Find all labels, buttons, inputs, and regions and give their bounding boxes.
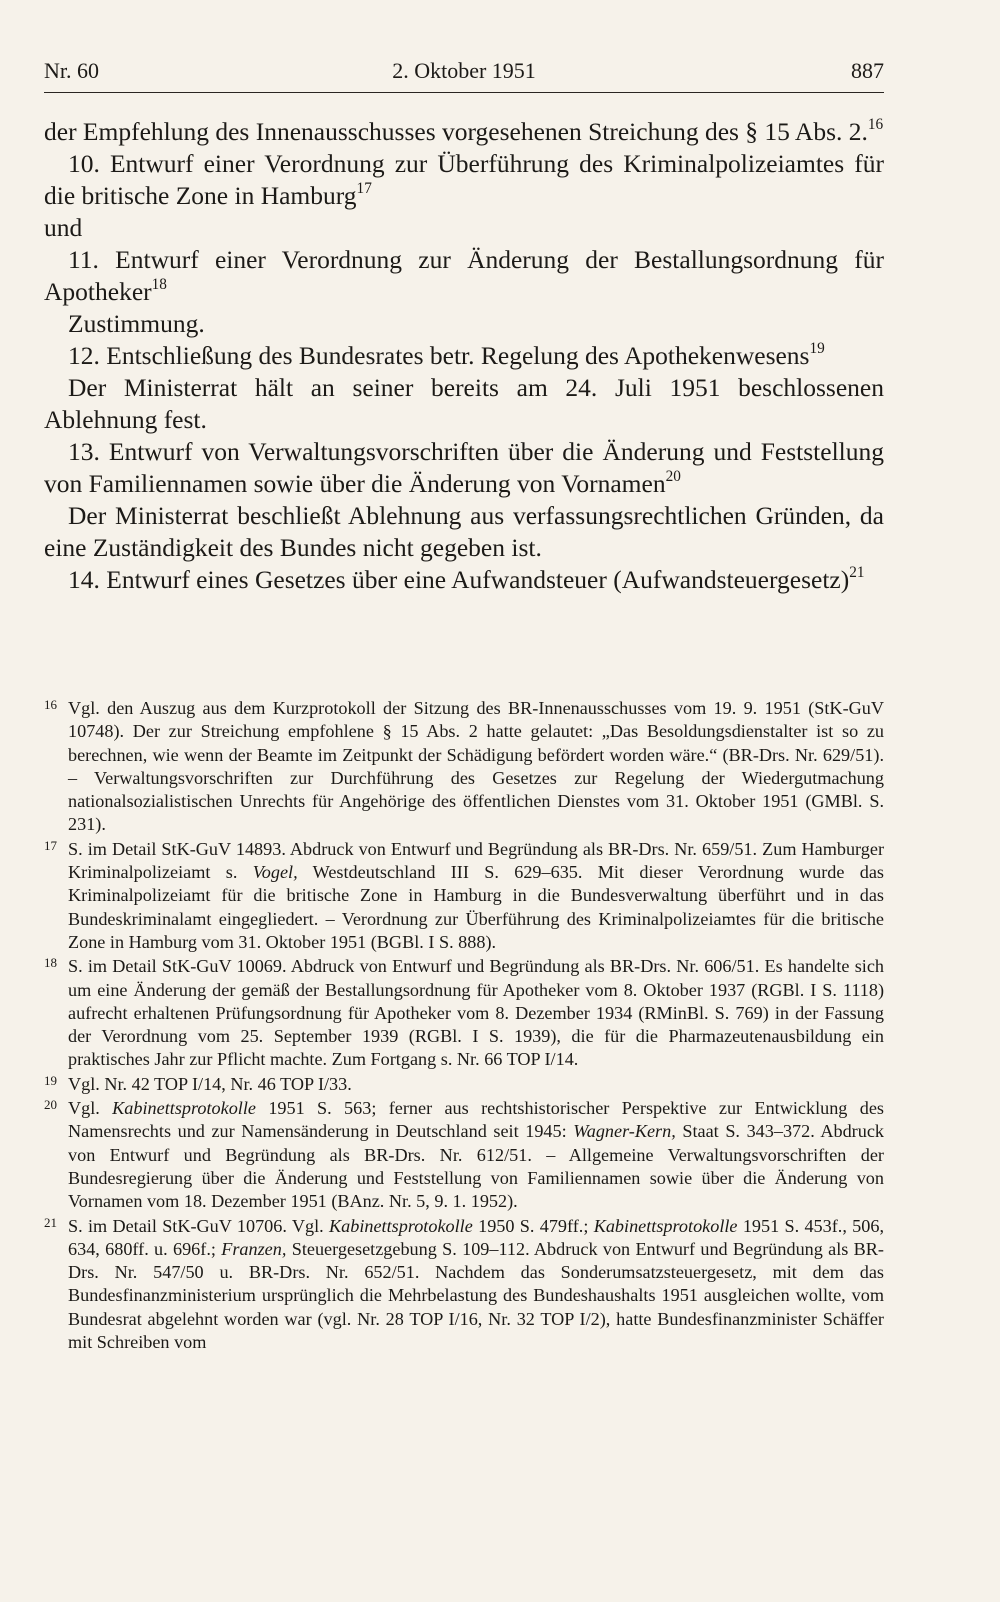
footnote-ref[interactable]: 16	[867, 115, 884, 133]
footnote-number: 16	[44, 697, 57, 712]
header-date: 2. Oktober 1951	[392, 58, 536, 83]
footnote-number: 21	[44, 1214, 57, 1230]
footnote-21: 21 S. im Detail StK-GuV 10706. Vgl. Kabinettsprotokolle 1950 S. 479ff.; Kabinettsprotokolle 1951 S. 453f., 506, 634, 680ff. u. 696f.; Franzen, Steuergesetzgebung S. 109–112. Abdruck von Entwurf und Begründung als BR-Drs. Nr. 547/50 u. BR-Drs. Nr. 652/51. Nachdem das Sonderumsatzsteuergesetz, mit dem das Bundesfinanzministerium ursprünglich die Mehrbelastung des Bundeshaushalts 1951 ausgleichen wollte, vom Bundesrat abgelehnt worden war (vgl. Nr. 28 TOP I/16, Nr. 32 TOP I/2), hatte Bundesfinanzminister Schäffer mit Schreiben vom	[44, 1215, 884, 1355]
footnote-17: 17 S. im Detail StK-GuV 14893. Abdruck von Entwurf und Begründung als BR-Drs. Nr. 659/51. Zum Hamburger Kriminalpolizeiamt s. Vogel, Westdeutschland III S. 629–635. Mit dieser Verordnung wurde das Kriminalpolizeiamt für die britische Zone in Hamburg in die Bundesverwaltung überführt und in das Bundeskriminalamt eingegliedert. – Verordnung zur Überführung des Kriminalpolizeiamtes für die britische Zone in Hamburg vom 31. Oktober 1951 (BGBl. I S. 888).	[44, 838, 884, 954]
agenda-item-12: 12. Entschließung des Bundesrates betr. Regelung des Apothekenwesens$^{19}$	[68, 339, 825, 370]
paragraph: und	[44, 213, 83, 242]
footnote-ref[interactable]: 17	[356, 179, 372, 197]
agenda-item-10: 10. Entwurf einer Verordnung zur Überführung des Kriminalpolizeiamtes für die britische Zone in Hamburg$^{17}$	[44, 149, 884, 210]
agenda-item-13: 13. Entwurf von Verwaltungsvorschriften über die Änderung und Feststellung von Familiennamen sowie über die Änderung von Vornamen$^{20}$	[44, 437, 884, 498]
agenda-item-11: 11. Entwurf einer Verordnung zur Änderung der Bestallungsordnung für Apotheker$^{18}$	[44, 245, 884, 306]
footnote-ref[interactable]: 20	[665, 467, 681, 485]
footnote-ref[interactable]: 21	[849, 563, 865, 581]
footnote-ref[interactable]: 18	[151, 275, 167, 293]
footnotes	[44, 697, 884, 1355]
agenda-item-14: 14. Entwurf eines Gesetzes über eine Aufwandsteuer (Aufwandsteuergesetz)$^{21}$	[68, 563, 865, 594]
paragraph: der Empfehlung des Innenausschusses vorgesehenen Streichung des § 15 Abs. 2.16	[44, 115, 884, 146]
decision-text: Der Ministerrat beschließt Ablehnung aus verfassungsrechtlichen Gründen, da eine Zuständigkeit des Bundes nicht gegeben ist.	[44, 501, 884, 562]
running-header	[44, 58, 884, 88]
footnote-number: 19	[44, 1072, 57, 1088]
footnote-19: 19 Vgl. Nr. 42 TOP I/14, Nr. 46 TOP I/33.	[44, 1073, 884, 1096]
page-number: 887	[851, 58, 884, 83]
main-text	[44, 116, 884, 596]
decision-text: Zustimmung.	[68, 309, 205, 338]
footnote-ref[interactable]: 19	[809, 339, 825, 357]
document-number: Nr. 60	[44, 58, 99, 83]
footnote-number: 17	[44, 837, 57, 853]
footnote-number: 18	[44, 955, 57, 971]
footnote-16: 16 Vgl. den Auszug aus dem Kurzprotokoll der Sitzung des BR-Innenausschusses vom 19. 9. 1951 (StK-GuV 10748). Der zur Streichung empfohlene § 15 Abs. 2 hatte gelautet: „Das Besoldungsdienstalter ist so zu berechnen, wie wenn der Beamte im Zeitpunkt der Schädigung befördert worden wäre.“ (BR-Drs. Nr. 629/51). – Verwaltungsvorschriften zur Durchführung des Gesetzes zur Regelung der Wiedergutmachung nationalsozialistischen Unrechts für Angehörige des öffentlichen Dienstes vom 31. Oktober 1951 (GMBl. S. 231).	[44, 697, 884, 837]
footnote-18: 18 S. im Detail StK-GuV 10069. Abdruck von Entwurf und Begründung als BR-Drs. Nr. 606/51. Es handelte sich um eine Änderung der gemäß der Bestallungsordnung für Apotheker vom 8. Oktober 1937 (RGBl. I S. 1118) aufrecht erhaltenen Prüfungsordnung für Apotheker vom 8. Dezember 1934 (RMinBl. S. 769) in der Fassung der Verordnung vom 25. September 1939 (RGBl. I S. 1939), die für die Pharmazeutenausbildung ein praktisches Jahr zur Pflicht machte. Zum Fortgang s. Nr. 66 TOP I/14.	[44, 955, 884, 1071]
footnote-number: 20	[44, 1097, 57, 1113]
header-rule	[44, 92, 884, 93]
decision-text: Der Ministerrat hält an seiner bereits am 24. Juli 1951 beschlossenen Ablehnung fest.	[44, 373, 884, 434]
footnote-20: 20 Vgl. Kabinettsprotokolle 1951 S. 563; ferner aus rechtshistorischer Perspektive zur Entwicklung des Namensrechts und zur Namensänderung in Deutschland seit 1945: Wagner-Kern, Staat S. 343–372. Abdruck von Entwurf und Begründung als BR-Drs. Nr. 612/51. – Allgemeine Verwaltungsvorschriften der Bundesregierung über die Änderung und Feststellung von Familiennamen sowie über die Änderung von Vornamen vom 18. Dezember 1951 (BAnz. Nr. 5, 9. 1. 1952).	[44, 1097, 884, 1213]
